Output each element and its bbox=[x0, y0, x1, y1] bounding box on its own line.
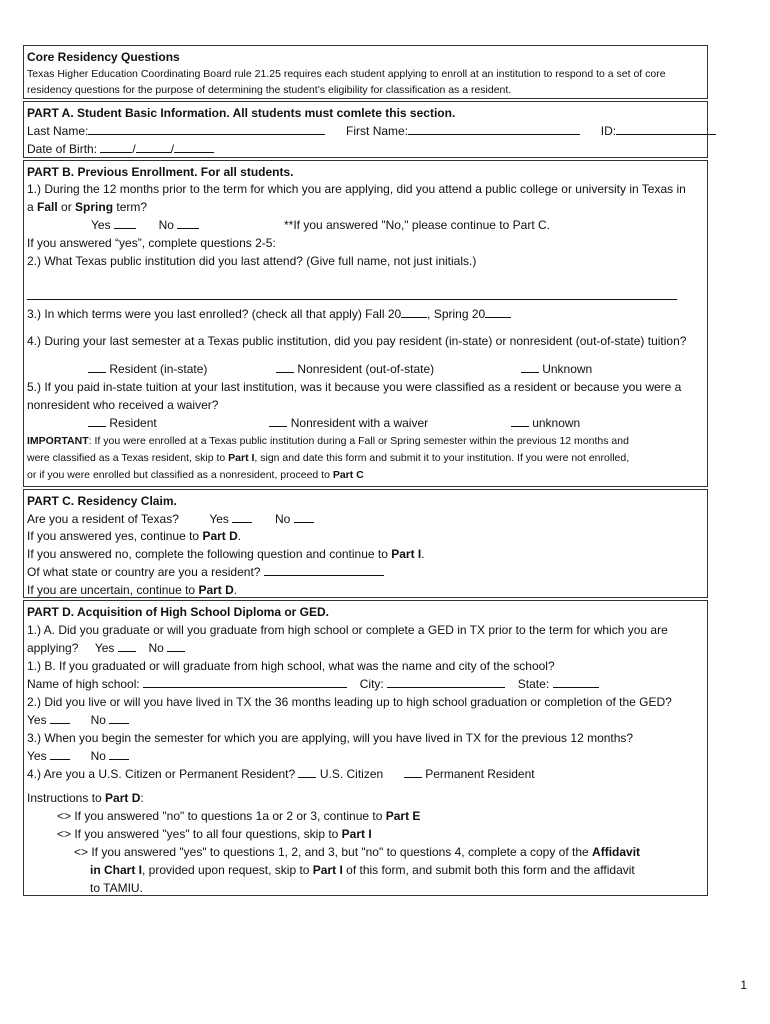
part-a-section bbox=[23, 101, 708, 158]
q4-unknown-blank[interactable] bbox=[521, 360, 539, 373]
q1a-no-blank[interactable] bbox=[167, 639, 185, 652]
core-description-line-1: Texas Higher Education Coordinating Board rule 21.25 requires each student applying to enroll at an institution to respond to a set of core bbox=[27, 68, 666, 80]
core-description-line-2: residency questions for the purpose of determining the student’s eligibility for classification as a resident. bbox=[27, 84, 512, 96]
q5-resident-blank[interactable] bbox=[88, 414, 106, 427]
q3-yes-blank[interactable] bbox=[50, 747, 70, 760]
part-d-q1a-line-2: applying? Yes No bbox=[27, 639, 185, 657]
state-country-field[interactable] bbox=[264, 563, 384, 576]
spring-term: Spring bbox=[75, 200, 114, 214]
part-b-q5-line-2: nonresident who received a waiver? bbox=[27, 398, 219, 412]
part-d-q4: 4.) Are you a U.S. Citizen or Permanent Resident? U.S. Citizen Permanent Resident bbox=[27, 767, 535, 781]
q2-yes-blank[interactable] bbox=[50, 711, 70, 724]
partc-no-blank[interactable] bbox=[294, 510, 314, 523]
part-b-q1-answer-row: Yes No **If you answered "No," please continue to Part C. bbox=[91, 218, 550, 232]
fall-term: Fall bbox=[37, 200, 58, 214]
instruction-1: <> If you answered "no" to questions 1a or 2 or 3, continue to Part E bbox=[57, 809, 421, 823]
part-c-q1: Are you a resident of Texas? Yes No bbox=[27, 510, 314, 528]
q3-fall-year-blank[interactable] bbox=[401, 305, 427, 318]
dob-day-field[interactable] bbox=[136, 140, 171, 153]
part-b-q1-line-1: 1.) During the 12 months prior to the term for which you are applying, did you attend a public college or university in Texas in bbox=[27, 182, 686, 196]
part-d-section bbox=[23, 600, 708, 896]
first-name-label: First Name: bbox=[346, 124, 409, 138]
part-c-title: PART C. Residency Claim. bbox=[27, 494, 177, 508]
part-c-line-2: If you answered yes, continue to Part D. bbox=[27, 529, 242, 543]
instruction-3: <> If you answered "yes" to questions 1, 2, and 3, but "no" to questions 4, complete a copy of the Affidavit bbox=[74, 845, 641, 859]
dob-label: Date of Birth: bbox=[27, 142, 98, 156]
important-line-3: or if you were enrolled but classified as a nonresident, proceed to Part C bbox=[27, 469, 364, 481]
part-b-q4: 4.) During your last semester at a Texas public institution, did you pay resident (in-state) or nonresident (out-of-state) tuition? bbox=[27, 334, 687, 348]
q2-no-blank[interactable] bbox=[109, 711, 129, 724]
part-d-q2: 2.) Did you live or will you have lived in TX the 36 months leading up to high school graduation or completion of the GED? bbox=[27, 695, 672, 709]
q1-no-blank[interactable] bbox=[177, 216, 199, 229]
q3-no-blank[interactable] bbox=[109, 747, 129, 760]
part-b-q2: 2.) What Texas public institution did you last attend? (Give full name, not just initials.) bbox=[27, 254, 477, 268]
part-c-line-4: Of what state or country are you a resident? bbox=[27, 563, 384, 581]
part-c-line-3: If you answered no, complete the following question and continue to Part I. bbox=[27, 547, 425, 561]
instruction-3-end: to TAMIU. bbox=[90, 881, 143, 895]
part-c-line-5: If you are uncertain, continue to Part D. bbox=[27, 583, 238, 597]
q1-yes-blank[interactable] bbox=[114, 216, 136, 229]
part-b-q4-options: Resident (in-state) Nonresident (out-of-state) Unknown bbox=[88, 360, 592, 378]
state-field[interactable] bbox=[553, 675, 599, 688]
q5-waiver-blank[interactable] bbox=[269, 414, 287, 427]
last-name-label: Last Name: bbox=[27, 124, 89, 138]
part-d-q3: 3.) When you begin the semester for which you are applying, will you have lived in TX for the previous 12 months? bbox=[27, 731, 634, 745]
q1-no-note: **If you answered "No," please continue to Part C. bbox=[283, 218, 550, 232]
dob-row: Date of Birth: / / bbox=[27, 140, 214, 158]
part-d-q2-answer: Yes No bbox=[27, 711, 129, 729]
part-b-q5-line-1: 5.) If you paid in-state tuition at your last institution, was it because you were classified as a resident or because you were a bbox=[27, 380, 682, 394]
part-d-q1a-line-1: 1.) A. Did you graduate or will you graduate from high school or complete a GED in TX prior to the term for which you are bbox=[27, 623, 668, 637]
instruction-3-continued: in Chart I, provided upon request, skip to Part I of this form, and submit both this form and the affidavit bbox=[90, 863, 635, 877]
part-a-title: PART A. Student Basic Information. All students must comlete this section. bbox=[27, 106, 456, 120]
high-school-name-field[interactable] bbox=[143, 675, 347, 688]
part-b-title: PART B. Previous Enrollment. For all students. bbox=[27, 165, 294, 179]
q4-nonresident-blank[interactable] bbox=[276, 360, 294, 373]
part-b-q1-line-2: a Fall or Spring term? bbox=[27, 200, 148, 214]
part-b-section bbox=[23, 160, 708, 487]
last-name-field[interactable] bbox=[88, 122, 325, 135]
part-b-yes-note: If you answered “yes”, complete questions 2-5: bbox=[27, 236, 276, 250]
dob-year-field[interactable] bbox=[174, 140, 214, 153]
instruction-2: <> If you answered "yes" to all four questions, skip to Part I bbox=[57, 827, 372, 841]
us-citizen-blank[interactable] bbox=[298, 765, 316, 778]
q2-answer-line[interactable] bbox=[27, 299, 677, 300]
dob-month-field[interactable] bbox=[100, 140, 132, 153]
q1a-yes-blank[interactable] bbox=[118, 639, 136, 652]
part-b-q3: 3.) In which terms were you last enrolled? (check all that apply) Fall 20 , Spring 20 bbox=[27, 305, 511, 323]
part-d-q3-answer: Yes No bbox=[27, 747, 129, 765]
q3-spring-year-blank[interactable] bbox=[485, 305, 511, 318]
important-line-1: IMPORTANT: If you were enrolled at a Texas public institution during a Fall or Spring semester within the previous 12 months and bbox=[27, 435, 629, 447]
permanent-resident-blank[interactable] bbox=[404, 765, 422, 778]
part-c-section bbox=[23, 489, 708, 598]
core-residency-section bbox=[23, 45, 708, 99]
id-label: ID: bbox=[600, 124, 617, 138]
page-number: 1 bbox=[740, 978, 747, 992]
affidavit-label: Affidavit bbox=[592, 845, 641, 859]
part-d-school-row: Name of high school: City: State: bbox=[27, 675, 599, 693]
part-d-q1b: 1.) B. If you graduated or will graduate from high school, what was the name and city of the school? bbox=[27, 659, 555, 673]
first-name-field[interactable] bbox=[408, 122, 580, 135]
important-label: IMPORTANT bbox=[27, 435, 89, 447]
part-d-instructions-title: Instructions to Part D: bbox=[27, 791, 144, 805]
important-line-2: were classified as a Texas resident, skip to Part I, sign and date this form and submit it to your institution. If you were not enrolled, bbox=[27, 452, 630, 464]
q4-resident-blank[interactable] bbox=[88, 360, 106, 373]
city-field[interactable] bbox=[387, 675, 505, 688]
id-field[interactable] bbox=[616, 122, 716, 135]
partc-yes-blank[interactable] bbox=[232, 510, 252, 523]
part-d-title: PART D. Acquisition of High School Diploma or GED. bbox=[27, 605, 329, 619]
core-title: Core Residency Questions bbox=[27, 50, 180, 64]
part-a-name-row bbox=[27, 122, 716, 140]
part-b-q5-options: Resident Nonresident with a waiver unknown bbox=[88, 414, 580, 432]
q5-unknown-blank[interactable] bbox=[511, 414, 529, 427]
